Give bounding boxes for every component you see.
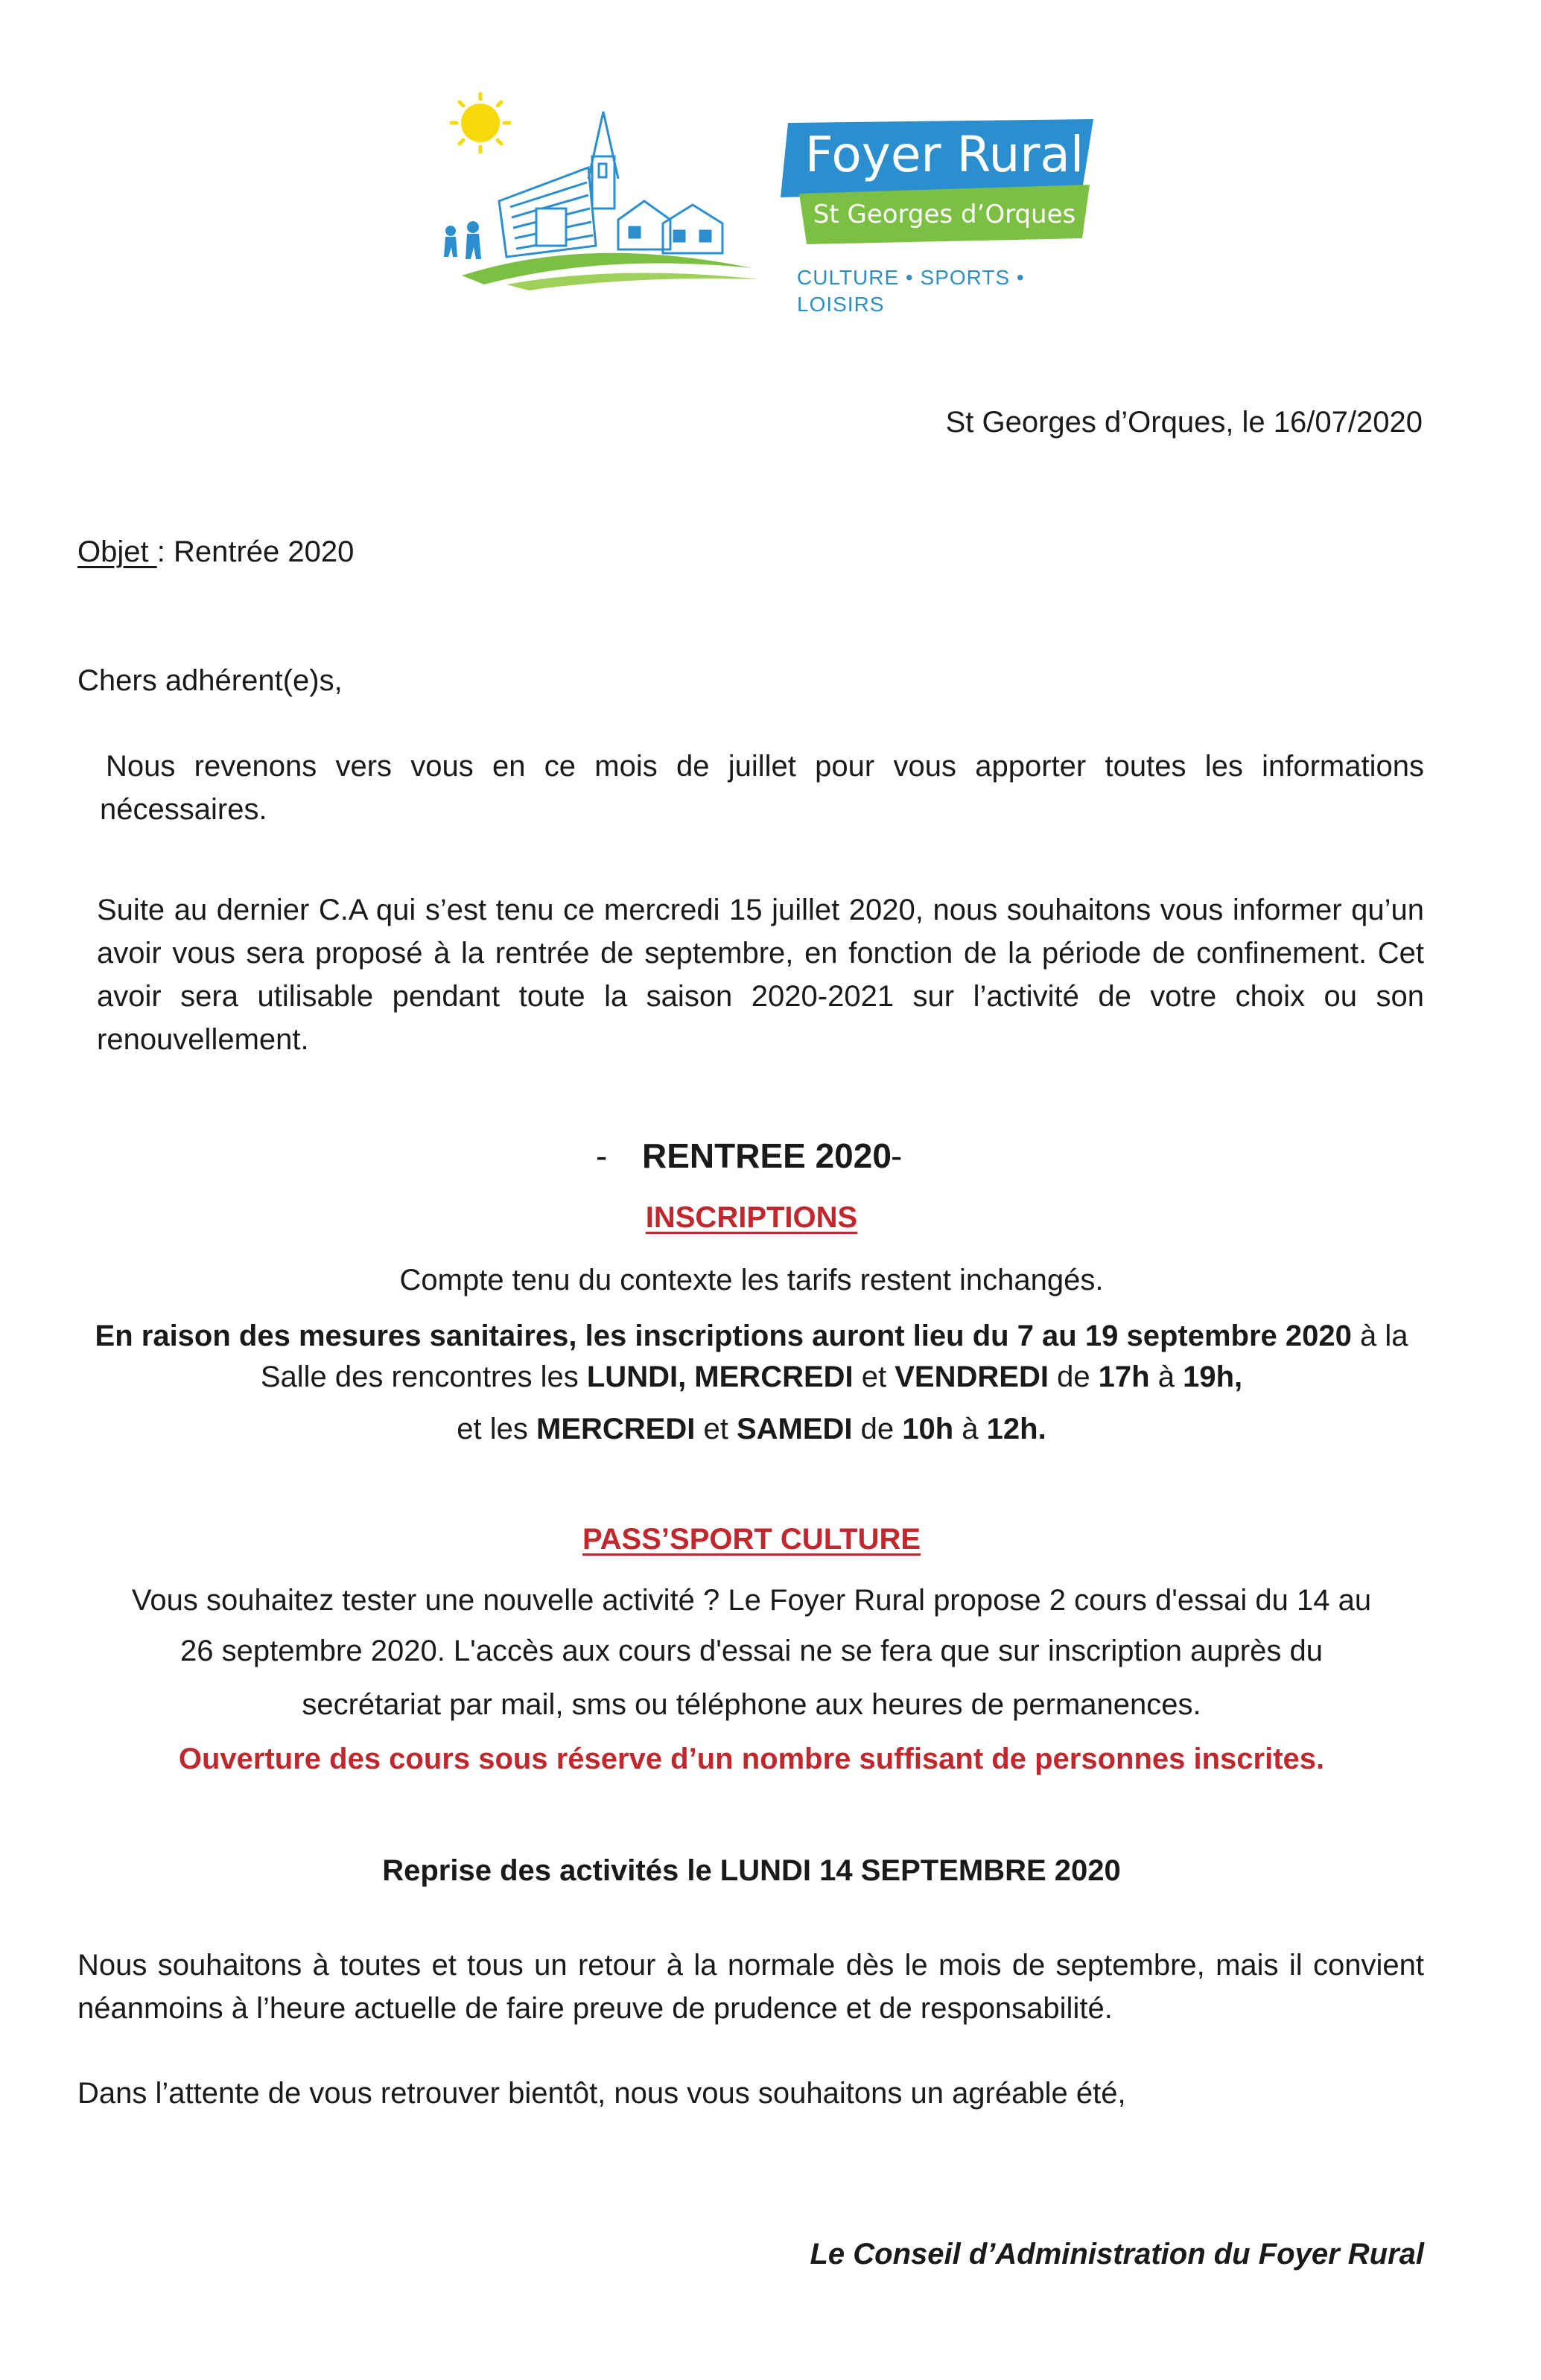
day-bold: MERCREDI — [536, 1413, 696, 1445]
text: et — [695, 1413, 737, 1445]
section-dash-left: - — [596, 1136, 608, 1175]
pass-line-2: 26 septembre 2020. L'accès aux cours d'essai ne se fera que sur inscription auprès du — [180, 1635, 1323, 1667]
time-bold: 17h — [1098, 1361, 1150, 1393]
brand-place: St Georges d’Orques — [813, 200, 1076, 229]
text: Salle des rencontres les — [260, 1361, 587, 1393]
church-icon — [588, 112, 618, 209]
brand-logo — [781, 119, 1101, 253]
houses-icon — [618, 201, 722, 253]
text: à — [953, 1413, 987, 1445]
day-bold: VENDREDI — [895, 1361, 1049, 1393]
inscriptions-line-1-rest: à la — [1351, 1320, 1408, 1352]
brand-name: Foyer Rural — [804, 126, 1084, 183]
object-label: Objet — [77, 535, 157, 568]
inscriptions-heading-text: INSCRIPTIONS — [645, 1201, 858, 1234]
letter-object — [77, 530, 748, 573]
inscriptions-dates: En raison des mesures sanitaires, les inscriptions auront lieu du 7 au 19 septembre 2020 — [95, 1320, 1352, 1352]
warning-line: Ouverture des cours sous réserve d’un nombre suffisant de personnes inscrites. — [178, 1743, 1325, 1775]
object-value: : Rentrée 2020 — [156, 535, 355, 568]
section-title: RENTREE 2020 — [642, 1136, 892, 1175]
building-icon — [499, 168, 596, 257]
time-bold: 12h. — [986, 1413, 1046, 1445]
text: et — [853, 1361, 895, 1393]
sun-icon — [451, 94, 509, 152]
place-date: St Georges d’Orques, le 16/07/2020 — [945, 406, 1423, 439]
day-bold: SAMEDI — [736, 1413, 853, 1445]
text: et les — [457, 1413, 536, 1445]
days-bold: LUNDI, MERCREDI — [586, 1361, 854, 1393]
avoir-paragraph: Suite au dernier C.A qui s’est tenu ce mercredi 15 juillet 2020, nous souhaitons vous informer qu’un avoir vous sera proposé à la rentrée de septembre, en fonction de la période de confinement. Cet avoir sera utilisable pendant toute la saison 2020-2021 sur l’activité de votre choix ou son renouvellement. — [97, 894, 1424, 1056]
text: de — [852, 1413, 903, 1445]
time-bold: 19h, — [1183, 1361, 1243, 1393]
section-dash-right: - — [891, 1136, 903, 1175]
signature: Le Conseil d’Administration du Foyer Rural — [810, 2238, 1424, 2271]
salutation: Chers adhérent(e)s, — [77, 664, 343, 697]
pass-line-3: secrétariat par mail, sms ou téléphone aux heures de permanences. — [302, 1688, 1201, 1721]
logo-illustration — [439, 89, 767, 298]
closing-paragraph: Nous souhaitons à toutes et tous un retour à la normale dès le mois de septembre, mais il convient néanmoins à l’heure actuelle de faire preuve de prudence et de responsabilité. — [77, 1949, 1424, 2025]
inscriptions-line-1 — [0, 1314, 1503, 1358]
text: à — [1149, 1361, 1183, 1393]
inscriptions-heading — [0, 1196, 1503, 1239]
pass-heading-text: PASS’SPORT CULTURE — [582, 1523, 921, 1556]
intro-paragraph: Nous revenons vers vous en ce mois de juillet pour vous apporter toutes les informations nécessaires. — [100, 750, 1424, 826]
reprise-line: Reprise des activités le LUNDI 14 SEPTEMBRE 2020 — [382, 1854, 1121, 1887]
tarifs-line: Compte tenu du contexte les tarifs restent inchangés. — [399, 1264, 1104, 1296]
text: de — [1048, 1361, 1099, 1393]
inscriptions-line-2 — [0, 1355, 1503, 1399]
time-bold: 10h — [902, 1413, 954, 1445]
children-icon — [444, 221, 481, 259]
grass-swoosh-icon — [462, 253, 760, 290]
inscriptions-line-3 — [0, 1407, 1503, 1451]
pass-heading — [0, 1518, 1503, 1561]
brand-tagline: CULTURE • SPORTS • LOISIRS — [797, 266, 1025, 316]
pass-line-1: Vous souhaitez tester une nouvelle activité ? Le Foyer Rural propose 2 cours d'essai du 14 au — [131, 1584, 1372, 1617]
farewell-line: Dans l’attente de vous retrouver bientôt, nous vous souhaitons un agréable été, — [77, 2077, 1126, 2110]
